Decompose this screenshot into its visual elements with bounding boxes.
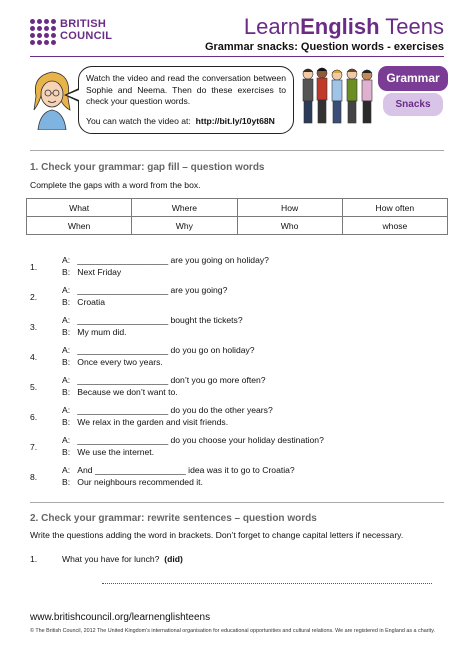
speaker-a-label: A: bbox=[62, 465, 71, 475]
rewrite-number: 1. bbox=[30, 554, 38, 564]
question-a-line[interactable] bbox=[62, 465, 295, 475]
intro-text: Watch the video and read the conversation between Sophie and Neema. Then do these exercises to check your question words. bbox=[86, 73, 286, 106]
page-subtitle: Grammar snacks: Question words - exercises bbox=[204, 41, 444, 53]
question-a-line[interactable] bbox=[62, 255, 269, 265]
question-b-line bbox=[62, 327, 126, 337]
question-a-line[interactable] bbox=[62, 435, 324, 445]
speaker-a-label: A: bbox=[62, 345, 71, 355]
speaker-b-label: B: bbox=[62, 297, 71, 307]
word-box-cell: whose bbox=[342, 217, 447, 235]
word-box-cell: Where bbox=[132, 199, 237, 217]
video-link[interactable]: http://bit.ly/10yt68N bbox=[195, 116, 275, 126]
intro-url-prefix: You can watch the video at: bbox=[86, 116, 191, 126]
rewrite-prompt bbox=[62, 554, 183, 564]
question-b-line bbox=[62, 447, 154, 457]
speaker-a-label: A: bbox=[62, 315, 71, 325]
answer-text: Croatia bbox=[77, 297, 105, 307]
question-a-line[interactable] bbox=[62, 285, 227, 295]
header-divider bbox=[30, 56, 444, 57]
section2-title: 2. Check your grammar: rewrite sentences – question words bbox=[30, 513, 317, 524]
gap-fill-prompt: ___________________ are you going on holiday? bbox=[77, 255, 269, 265]
answer-text: We use the internet. bbox=[77, 447, 155, 457]
speaker-a-label: A: bbox=[62, 285, 71, 295]
word-box-row bbox=[27, 217, 448, 235]
question-number: 8. bbox=[30, 472, 38, 482]
word-box-cell: How often bbox=[342, 199, 447, 217]
question-number: 4. bbox=[30, 352, 38, 362]
answer-text: Next Friday bbox=[77, 267, 122, 277]
answer-line[interactable] bbox=[102, 583, 432, 584]
question-a-line[interactable] bbox=[62, 405, 273, 415]
speaker-a-label: A: bbox=[62, 435, 71, 445]
gap-fill-prompt: ___________________ do you go on holiday? bbox=[77, 345, 255, 355]
teens-group-illustration bbox=[300, 66, 378, 126]
question-number: 6. bbox=[30, 412, 38, 422]
british-council-logo bbox=[30, 18, 130, 44]
word-box-cell: When bbox=[27, 217, 132, 235]
gap-fill-prompt: ___________________ are you going? bbox=[77, 285, 228, 295]
product-title-light: Learn bbox=[243, 14, 301, 39]
question-number: 5. bbox=[30, 382, 38, 392]
question-a-line[interactable] bbox=[62, 345, 255, 355]
question-a-line[interactable] bbox=[62, 375, 266, 385]
speaker-b-label: B: bbox=[62, 267, 71, 277]
question-a-line[interactable] bbox=[62, 315, 243, 325]
question-number: 1. bbox=[30, 262, 38, 272]
question-b-line bbox=[62, 387, 178, 397]
section1-instruction: Complete the gaps with a word from the box. bbox=[30, 180, 201, 190]
speaker-a-label: A: bbox=[62, 405, 71, 415]
answer-text: Because we don’t want to. bbox=[77, 387, 178, 397]
gap-fill-prompt: ___________________ bought the tickets? bbox=[77, 315, 243, 325]
product-title-tail: Teens bbox=[379, 14, 444, 39]
section1-title: 1. Check your grammar: gap fill – question words bbox=[30, 162, 265, 173]
section-divider bbox=[30, 502, 444, 503]
brand-line-2: COUNCIL bbox=[60, 30, 113, 42]
gap-fill-prompt: And ___________________ idea was it to go to Croatia? bbox=[77, 465, 295, 475]
footer-copyright: © The British Council, 2012 The United Kingdom’s international organisation for educational opportunities and cultural relations. We are registered in England as a charity. bbox=[30, 628, 436, 634]
footer-url[interactable]: www.britishcouncil.org/learnenglishteens bbox=[30, 612, 211, 623]
logo-dots-icon bbox=[30, 19, 56, 45]
question-b-line bbox=[62, 267, 121, 277]
grammar-snacks-badge bbox=[378, 66, 448, 122]
speaker-b-label: B: bbox=[62, 417, 71, 427]
rewrite-hint: (did) bbox=[164, 554, 183, 564]
question-b-line bbox=[62, 417, 228, 427]
answer-text: Our neighbours recommended it. bbox=[77, 477, 203, 487]
question-b-line bbox=[62, 357, 163, 367]
product-title bbox=[244, 14, 444, 40]
answer-text: Once every two years. bbox=[77, 357, 163, 367]
question-number: 7. bbox=[30, 442, 38, 452]
gap-fill-prompt: ___________________ do you choose your holiday destination? bbox=[77, 435, 324, 445]
brand-line-1: BRITISH bbox=[60, 18, 107, 30]
brand-name bbox=[60, 18, 112, 42]
word-box-row bbox=[27, 199, 448, 217]
speaker-b-label: B: bbox=[62, 357, 71, 367]
speaker-b-label: B: bbox=[62, 477, 71, 487]
badge-top-label: Grammar bbox=[378, 66, 448, 91]
word-box-cell: Who bbox=[237, 217, 342, 235]
answer-text: My mum did. bbox=[77, 327, 127, 337]
section2-instruction: Write the questions adding the word in brackets. Don’t forget to change capital letters if necessary. bbox=[30, 530, 404, 540]
word-box-table bbox=[26, 198, 448, 235]
word-box-cell: Why bbox=[132, 217, 237, 235]
question-number: 2. bbox=[30, 292, 38, 302]
word-box-cell: How bbox=[237, 199, 342, 217]
question-number: 3. bbox=[30, 322, 38, 332]
speaker-a-label: A: bbox=[62, 255, 71, 265]
rewrite-text: What you have for lunch? bbox=[62, 554, 160, 564]
speaker-b-label: B: bbox=[62, 327, 71, 337]
intro-video-line bbox=[86, 116, 275, 126]
speaker-b-label: B: bbox=[62, 447, 71, 457]
section-divider bbox=[30, 150, 444, 151]
gap-fill-prompt: ___________________ don’t you go more often? bbox=[77, 375, 266, 385]
question-b-line bbox=[62, 477, 203, 487]
answer-text: We relax in the garden and visit friends. bbox=[77, 417, 229, 427]
speech-bubble-tail-fill bbox=[67, 90, 79, 100]
word-box-cell: What bbox=[27, 199, 132, 217]
speaker-a-label: A: bbox=[62, 375, 71, 385]
speaker-b-label: B: bbox=[62, 387, 71, 397]
product-title-bold: English bbox=[300, 14, 380, 39]
badge-bottom-label: Snacks bbox=[383, 93, 443, 116]
gap-fill-prompt: ___________________ do you do the other years? bbox=[77, 405, 273, 415]
question-b-line bbox=[62, 297, 105, 307]
